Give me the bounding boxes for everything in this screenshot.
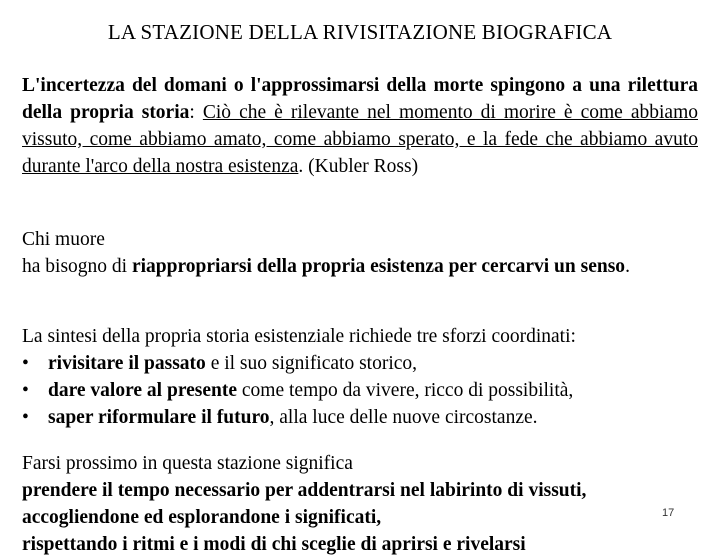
paragraph-sintesi: [22, 323, 698, 431]
bullet-item: [22, 404, 698, 431]
paragraph-line: Farsi prossimo in questa stazione significa: [22, 453, 353, 474]
bullet-bold: saper riformulare il futuro: [48, 407, 270, 428]
bullet-icon: •: [22, 380, 29, 401]
paragraph-kubler-ross: [22, 72, 698, 180]
bullet-icon: •: [22, 353, 29, 374]
paragraph-cut-line: rispettando i ritmi e i modi di chi sceglie di aprirsi e rivelarsi: [22, 534, 526, 555]
paragraph-bold-line: accogliendone ed esplorandone i significati,: [22, 507, 382, 528]
paragraph-end: .: [625, 256, 630, 277]
paragraph-farsi-prossimo: [22, 450, 698, 558]
paragraph-bold-text: riappropriarsi della propria esistenza per cercarvi un senso: [131, 256, 626, 277]
paragraph-bold-line: prendere il tempo necessario per addentrarsi nel labirinto di vissuti,: [22, 480, 587, 501]
paragraph-bold-intro: L'incertezza del domani o l'approssimarsi della morte spingono a una rilettura della propria storia: [22, 75, 698, 123]
bullet-item: [22, 377, 698, 404]
bullet-bold: dare valore al presente: [48, 380, 238, 401]
paragraph-chi-muore: [22, 226, 698, 280]
paragraph-line: Chi muore: [22, 229, 105, 250]
bullet-item: [22, 350, 698, 377]
bullet-rest: e il suo significato storico,: [205, 353, 418, 374]
slide-number: 17: [662, 507, 675, 519]
slide-title: LA STAZIONE DELLA RIVISITAZIONE BIOGRAFICA: [107, 20, 613, 44]
quote-attribution: . (Kubler Ross): [298, 156, 419, 177]
bullet-bold: rivisitare il passato: [48, 353, 206, 374]
paragraph-intro: La sintesi della propria storia esistenziale richiede tre sforzi coordinati:: [22, 326, 576, 347]
underlined-quote: Ciò che è rilevante nel momento di morire è come abbiamo vissuto, come abbiamo amato, come abbiamo sperato, e la fede che abbiamo avuto durante l'arco della nostra esistenza: [22, 102, 698, 177]
bullet-icon: •: [22, 407, 29, 428]
bullet-rest: , alla luce delle nuove circostanze.: [269, 407, 538, 428]
bullet-rest: come tempo da vivere, ricco di possibilità,: [237, 380, 574, 401]
paragraph-lead-text: ha bisogno di: [22, 256, 132, 277]
paragraph-colon: :: [189, 102, 203, 123]
